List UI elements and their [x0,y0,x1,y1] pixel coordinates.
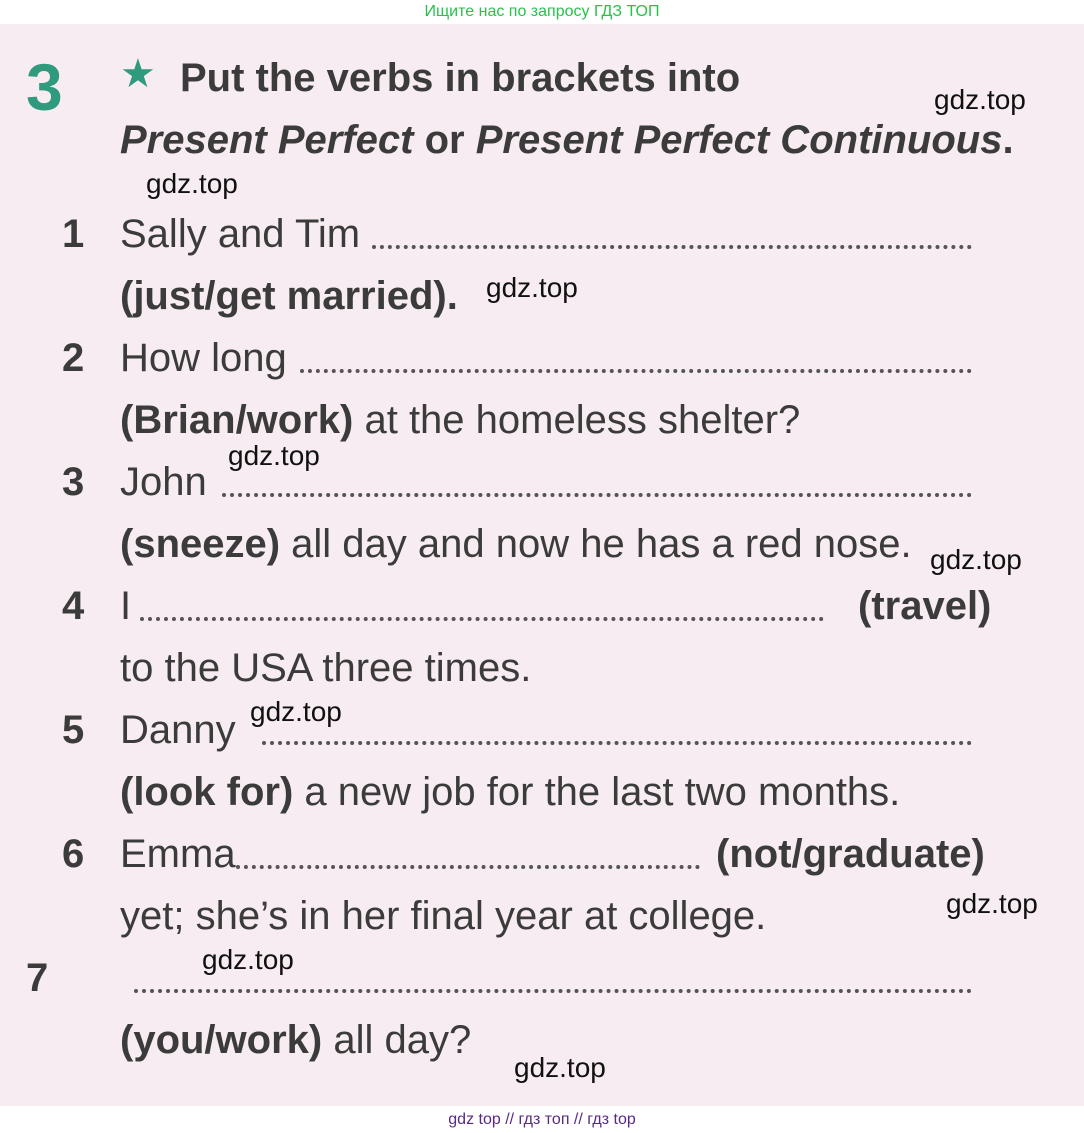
item-number: 7 [26,956,49,1000]
item-5-verb-line [120,768,900,816]
item-2-verb-line [120,396,800,444]
item-5-text: Danny [120,708,236,752]
item-number: 3 [62,460,85,504]
item-tail: all day and now he has a red nose. [280,522,912,566]
verb-prompt: (look for) [120,770,294,814]
watermark-text: gdz.top [486,272,578,303]
verb-prompt: (Brian/work) [120,398,354,442]
item-4-tail: to the USA three times. [120,646,532,690]
item-6-tail: yet; she’s in her final year at college. [120,894,767,938]
item-3-text: John [120,460,207,504]
top-banner[interactable]: Ищите нас по запросу ГДЗ ТОП [424,3,660,20]
verb-prompt: (you/work) [120,1018,323,1062]
bottom-banner[interactable]: gdz top // гдз топ // гдз top [448,1111,636,1128]
watermark-text: gdz.top [146,168,238,199]
watermark-text: gdz.top [514,1052,606,1083]
answer-blank[interactable] [222,493,972,497]
watermark-text: gdz.top [946,888,1038,919]
item-3-verb-line [120,520,912,568]
title-period: . [1002,118,1014,162]
item-number: 2 [62,336,85,380]
star-icon: ★ [120,52,156,96]
item-number: 5 [62,708,85,752]
item-number: 1 [62,212,85,256]
watermark-text: gdz.top [934,84,1026,115]
watermark-text: gdz.top [250,696,342,727]
verb-prompt: (not/graduate) [716,832,985,876]
item-2-text: How long [120,336,287,380]
answer-blank[interactable] [140,617,824,621]
answer-blank[interactable] [236,865,700,869]
tense-present-perfect: Present Perfect [120,118,414,162]
answer-blank[interactable] [134,989,972,993]
answer-blank[interactable] [300,369,972,373]
verb-prompt: (sneeze) [120,522,281,566]
item-number: 4 [62,584,85,628]
watermark-text: gdz.top [202,944,294,975]
exercise-title-line1: Put the verbs in brackets into [180,56,741,100]
item-tail: a new job for the last two months. [293,770,901,814]
item-tail: at the homeless shelter? [353,398,801,442]
item-7-verb-line [120,1016,471,1064]
item-1-verb-line [120,272,458,320]
item-4-text: I [120,584,132,628]
item-6-text: Emma [120,832,236,876]
exercise-number: 3 [26,50,63,124]
watermark-text: gdz.top [930,544,1022,575]
item-tail: . [446,274,458,318]
item-tail: all day? [322,1018,472,1062]
show-through-text [760,34,777,103]
item-number: 6 [62,832,85,876]
title-or: or [413,118,476,162]
item-1-text: Sally and Tim [120,212,361,256]
answer-blank[interactable] [372,245,972,249]
verb-prompt: (travel) [858,584,992,628]
verb-prompt: (just/get married) [120,274,447,318]
watermark-text: gdz.top [228,440,320,471]
tense-present-perfect-continuous: Present Perfect Continuous [475,118,1003,162]
exercise-title-line2 [120,116,1014,164]
answer-blank[interactable] [262,741,972,745]
